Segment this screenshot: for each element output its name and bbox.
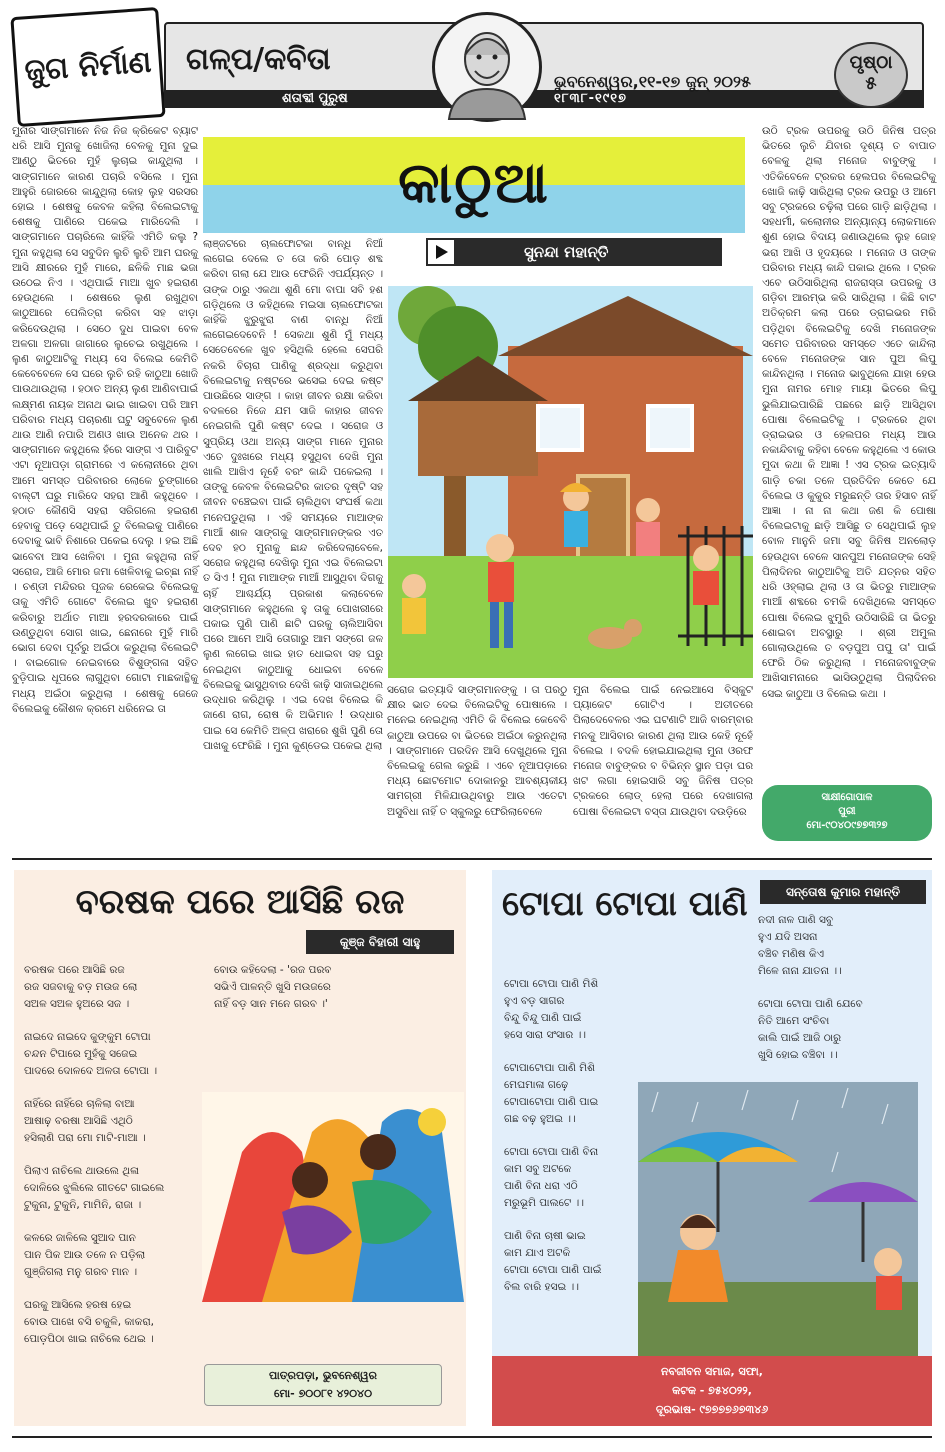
poem-line: ଟୋପା ଟୋପା ପାଣି ଯେବେ xyxy=(758,998,863,1010)
poem-right-signature-line-2: କଟକ - ୭୫୪୦୨୨, xyxy=(672,1384,752,1397)
poem-right xyxy=(492,870,932,1426)
story-column-right: ଉଠି ଟ୍ରକ ଉପରକୁ ଉଠି ଜିନିଷ ପତ୍ର ଭିତରେ ଲୁଚି ଯିବାର ଦୃଶ୍ୟ ତ ବାପାତ ବେଳକୁ ଥିଲା ମନୋଜ ବାବୁଙ୍କୁ । ଏତିକିବେଳେ ଟ୍ରକର ହେଲପର ବିଲେଇଟିକୁ ଖୋଜି କାଢ଼ି ସାରିଥିଲା ଟ୍ରକ ଉପରୁ ଓ ଆମେ ସବୁ ଟ୍ରକରେ ଚଢ଼ିଲା ପରେ ଗାଡ଼ି ଛାଡ଼ିଥିଲା । ସହଧର୍ମୀ, କଲୋନୀର ଅନ୍ୟାନ୍ୟ ଲୋକମାନେ ଶୁଣ ହୋଇ ବିଦାୟ ଜଣାଉଥିଲେ ଲୁହ ଜୋହ ଭରା ଆଖି ଓ ହୃଦୟରେ । ମନୋଜ ଓ ତାଙ୍କ ପରିବାର ମଧ୍ୟ କାନ୍ଦି ପକାଇ ଥିଲେ । ଟ୍ରକ ଏବେ ଉଠିସାରିଥିଲା ରାଜରାସ୍ତା ଉପରକୁ ଓ ଗଡ଼ିବା ଆରମ୍ଭ କରି ସାରିଥିଲା । କିଛି ବାଟ ଅତିକ୍ରମ କଲା ପରେ ଡ୍ରାଇଭର ମରି ପଡ଼ିଥିବା ବିଲେଇଟିକୁ ଦେଖି ମନୋଜଙ୍କ ସମେତ ପରିବାରର ସମସ୍ତେ ଏତେ କାନ୍ଦିଲା ବେଳେ ମନୋଜଙ୍କ ସାନ ପୁଅ ଲିପୁ କାନ୍ଦିନଥିଲା । ମନୋଜ ଭାବୁଥିଲେ ଯାହା ହେଉ ମୁନା ନାମର ମୋହ ମାୟା ଭିତରେ ଲିପୁ ଭୁଲିଯାଇପାରିଛି ପଛରେ ଛାଡ଼ି ଆସିଥିବା ପୋଷା ବିଲେଇଟିକୁ । ଟ୍ରକରେ ଥିବା ଡ୍ରାଇଭର ଓ ହେଲପର ମଧ୍ୟ ଆଉ ନକାନ୍ଦିବାକୁ କହିବା ବେଳେ କହୁଥିଲେ ଏ କୋଉ ମୁଦା କଥା କି ଆଜ୍ଞା ! ଏସ ଟ୍ରକ ଇତ୍ୟାଦି ଗାଡ଼ି ଚକା ତଳେ ପ୍ରତିଦିନ କେତେ ଯେ ବିଲେଇ ଓ କୁକୁର ମରୁଛନ୍ତି ତାର ହିସାବ ନାହିଁ ଆଜ୍ଞା । ନା ନା କଥା ଜଣ କି ପୋଷା ବିଲେଇଟାକୁ ଛାଡ଼ି ଆସିଛୁ ତ ସେଥିପାଇଁ ଲୁହ ବୋଳ ମାନୁନି ଜମା ସବୁ ଜିନିଷ ଅନଲୋଡ଼ ହେଉଥିବା ବେଳେ ସାନପୁଅ ମନୋଜଙ୍କ ସେହି ପିଲାଦିନର କାଠୁଆଟିକୁ ଅତି ଯତ୍ନର ସହିତ ଧରି ଓହ୍ଲାଇ ଥିଲା ଓ ତା ଭିତରୁ ମାଆଙ୍କ ମାଆଁ ଶବ୍ଦରେ ଚମକି ଦେଖିଥିଲେ ସମସ୍ତେ ପୋଷା ବିଲେଇ ଝୁମୁରି ଉଠିସାରିଛି ତା ଭିତରୁ ଶୋଇବା ଅବସ୍ଥାରୁ । ଶ୍ରୀ ଅମୁଲ ଗୋଲାଉଥିଲେ ତ ବଡ଼ପୁଅ ପପୁ ତା' ପାଇଁ ଫେରି ଠିକ କରୁଥିଲା । ମନୋଜବାବୁଙ୍କ ଆଖିସାମନାରେ ଭାସିଉଠୁଥିଲା ପିଲାଦିନର ସେଇ କାଠୁଆ ଓ ବିଲେଇ କଥା । xyxy=(762,125,936,700)
poem-right-title: ଟୋପା ଟୋପା ପାଣି xyxy=(502,884,748,924)
poem-line: ଚନ୍ଦନ ଟିପାରେ ମୁହଁକୁ ସଜେଇ xyxy=(24,1048,138,1060)
poem-line: ଟୋପାଟୋପା ପାଣି ପାଇ xyxy=(504,1096,599,1108)
poem-line: ଗୁଞ୍ଜିଗଲା ମନୁ ଗରବ ମାନ । xyxy=(24,1266,138,1278)
story-column-bottom-3: ମୁନା ବିଲେଇ ପାଇଁ ନେଇଆସେ ବିସ୍କୁଟ ପ୍ୟାକେଟ ଗୋଟିଏ । ଅତୀତରେ ପିଲାଦେବେଳର ଏଇ ଘଟଣାଟି ଆଜି ବାରମ୍ବାର ମନକୁ ଆସିବାର କାରଣ ଥିଲା ଆଉ କେହି ନୂହେଁ ବିଲେଇ । ବଦଳି ହୋଇଯାଇଥିଲା ମୁନା ଓରଫ ମନୋଜ ବାବୁଙ୍କର ବ ବିଭିନ୍ନ ସ୍ଥାନ ପଡ଼ା ଘର ଖଟ ଲଗା ହୋଇସାରି ସବୁ ଜିନିଷ ପତ୍ର ଟ୍ରକରେ ଲୋଡ୍ ହେଲା ପରେ ଦେଖାଗଲା ପୋଷା ବିଲେଇଟା ବସ୍ତା ଯାଉଥିବା ଦଉଡ଼ିରେ xyxy=(573,684,753,818)
poem-line: ବୋଉ ପାଖେ ବସି ଚକୁଳି, କାକରା, xyxy=(24,1316,155,1328)
poem-right-column-2 xyxy=(758,912,928,1080)
section-name: ଗଳ୍ପ/କବିତା xyxy=(186,42,331,77)
poem-line: ନାହିଁରେ ନାହିଁରେ ଚାଳିଲା ବାଆ xyxy=(24,1098,135,1110)
stanza xyxy=(24,1230,224,1281)
poem-line: ନାହିଁ ବଡ଼ ସାନ ମନେ ଗରବ ।' xyxy=(214,998,328,1010)
poem-right-signature-line-3: ଦୂରଭାଷ- ୯୭୭୭୭୬୭୩୪୬ xyxy=(655,1403,769,1416)
poem-line: ମିଳେ ନାନା ଯାତନା ।। xyxy=(758,965,842,977)
poem-line: ଗଛ ବଢ଼ ହୁଅଇ ।। xyxy=(504,1113,576,1125)
poem-line: ସଅଳ ସଅଳ ହୁଅରେ ସଜ । xyxy=(24,998,130,1010)
portrait-image xyxy=(432,12,542,122)
poem-line: ହୁଏ ଯଦି ଅସନା xyxy=(758,931,818,943)
poem-line: ପାନ ପିକ ଆଉ ତଳେ ନ ପଡ଼ିଲା xyxy=(24,1249,146,1261)
poem-left-signature-phone: ମୋ- ୭୦୦୮୧ ୪୨୦୪୦ xyxy=(273,1387,373,1400)
story-signature xyxy=(762,785,932,841)
poem-line: ହୁଏ ବଡ଼ ସାଗର xyxy=(504,995,565,1007)
poem-line: ବିଲ ବାରି ହସଇ ।। xyxy=(504,1281,579,1293)
stanza xyxy=(24,1297,224,1348)
poem-line: ମରୁଭୂମି ପାଲଟେ ।। xyxy=(504,1197,584,1209)
poem-right-signature xyxy=(492,1356,932,1426)
poem-line: ଘରକୁ ଆସିଲେ ହରଷ ହେଇ xyxy=(24,1299,132,1311)
poem-line: ନିତି ଆମେ ସଂଚିବା xyxy=(758,1015,830,1027)
house-kids-illustration xyxy=(388,286,753,678)
poem-line: ହସିଲାଣି ପରା ମୋ ମାଟି-ମାଆ । xyxy=(24,1132,146,1144)
masthead-logo: ଜୁଗ ନିର୍ମାଣ xyxy=(10,7,165,127)
stanza xyxy=(214,962,454,1013)
story-column-left: ମୁନାର ସାଙ୍ଗମାନେ ନିଜ ନିଜ କ୍ରିକେଟ ବ୍ୟାଟ ଧରି ଆସି ମୁନାକୁ ଖୋଜିଲା ବେଳକୁ ମୁନା ଦୁଇ ଆଣ୍ଠୁ ଭିତରେ ମୁହଁ ଲୁଚାଇ କାନ୍ଦୁଥିଲା । ସାଙ୍ଗମାନେ କାରଣ ପଚାରି ବସିଲେ । ମୁନା ଆହୁରି ଜୋରରେ କାନ୍ଦୁଥିଲା କୋହ ଲୁହ ସରସର ହୋଇ । ଶେଷକୁ କେବଳ କହିଲା ବିଲେଇଟାକୁ ଶେଷକୁ ପାଣିରେ ପକେଇ ମାରିଦେଲି । ସାଙ୍ଗମାନେ ପଚାରିଲେ କାହିଁକି ଏମିତି କଲୁ ? ମୁନା କହୁଥିଲା ସେ ସବୁଦିନ ଲୁଚି ଲୁଚି ଆମ ଘରକୁ ଆସି କ୍ଷୀରରେ ମୁହଁ ମାରେ, ଛଳିକି ମାଛ ଭଜା ଉଠେଇ ନିଏ । ଏଥିପାଇଁ ମାଆ ଖୁବ ହଇରାଣ ହେଉଥିଲେ । ଶେଷରେ ଲୁଣ ରଖୁଥିବା କାଠୁଆରେ ପେଲିତ୍ରା କରିବା ସହ ଝାଡ଼ା କରିଦେଉଥିଲା । ସେଠେ ଦୁଧ ପାଇବା ବେଳ ଅଳଗା ଅଳଗା ଜାଗାରେ ଲୁଚେଇ ରଖୁଥିଲେ । ଲୁଣ କାଠୁଆଟିକୁ ମଧ୍ୟ ସେ ବିଲେଇ କେମିତି କେବେବେଳେ ସେ ଘରେ ଲୁଚି ରହି କାଠୁଆ ଖୋଜି ପାଉଥାଉଥିଲା । ହଠାତ ଅନ୍ୟ ଲୁଣ ଆଣିବାପାଇଁ ଲକ୍ଷ୍ମଣ ନାୟକ ଅନାଥ ଭାଇ ଖାଇବା ପରି ଆମ ପରିବାର ମଧ୍ୟ ପଚାରଣା ଘଟୁ ସବୁବେଳେ ଲୁଣ ଥାଉ ଆଣି ନପାରି ଅଣଓ ଖାଉ ଅନେକ ଥର । ସାଙ୍ଗମାନେ କହୁଥିଲେ ହଁରେ ସାଙ୍ଗ ଏ ପାରିବୁଟ ଏଟା ନୂଆପଡ଼ା ଗ୍ରାମରେ ଏ କଲୋନୀରେ ଥିବା ଆମେ ସମସ୍ତ ପରିବାରର ଲୋକେ ଚୁଙ୍ଗାରେ ବାଲ୍ଟୀ ଘରୁ ମାରିଦେ ସହରା ଆଣି କହୁଥିବେ । ହଠାତ କୌଣସି ସହରା ସରିଗଲେ ହଇରାଣ ହେବାକୁ ପଡ଼େ ସେଥିପାଇଁ ତୁ ବିଲେଇକୁ ପାଣିରେ ଦେବାକୁ ଭାବି ନିଶାରେ ପକେଇ ଦେଲୁ । ହଇ ଅଛି ଭାବେବା ଆସ ଖେଳିବା । ମୁନା କହୁଥିଲା ନାହିଁ ସରୋଜ, ଆଜି ମୋର ଜମା ଖେଳିବାକୁ ଇଚ୍ଛା ନାହିଁ । ଚଣ୍ଡୀ ମନ୍ଦିରର ପୂଜକ ରେକେଇ ବିଲେଇକୁ ତାକୁ ଏମିତି ଗୋଟେ ବିଲେଇ ଖୁବ ହଇରାଣ କରିବାରୁ ଅର୍ଥାତ ମାଆ ହରଦରକାରେ ପାଇଁ ଉଣ୍ଡୁଥିବା ସୋଗ ଖାଇ, ଛେନାରେ ମୁହଁ ମାରି ଭୋଗ ଦେବା ପୂର୍ବରୁ ଅଇଁଠା କରୁଥିଲା ବିଲେଇଟି । ବାଇଗୋଳ ନେଇବାରେ ବିଶୁଙ୍ଗଳା ସହିତ ବୁଡ଼ିପାଇ ଧୂପରେ ଲାଗୁଥିବା ଗୋଟା ମାଛକାନ୍ଥିକୁ ମଧ୍ୟ ଅଇଁଠା କରୁଥିଲା । ଶେଷକୁ ଜେଜେ ବିଲେଇକୁ କୌଶଳ କ୍ରମେ ଧରିନେଇ ତା xyxy=(12,125,198,715)
page-bottom-rule xyxy=(12,1436,932,1438)
poem-line: କାମ ଯାଏ ଅଟକି xyxy=(504,1247,571,1259)
poem-line: ଟୋପାଟୋପା ପାଣି ମିଶି xyxy=(504,1062,595,1074)
poem-line: ପାଣି ବିନା ଧରା ଏଠି xyxy=(504,1180,578,1192)
poem-line: ପୋଡ଼ପିଠା ଖାଇ ନାଚିଲେ ଥେଇ । xyxy=(24,1333,154,1345)
poem-line: ବଞ୍ଚିବ ମଣିଷ କିଏ xyxy=(758,948,825,960)
page-label: ପୃଷ୍ଠା xyxy=(849,52,893,73)
header-stripe xyxy=(164,90,924,108)
poem-left xyxy=(14,870,466,1426)
stanza xyxy=(758,912,928,980)
poem-line: ମେଘମାଳା ଗଢ଼େ xyxy=(504,1079,569,1091)
story-signature-phone: ମୋ-୯୦୪୦୯୭୭୩୨୭ xyxy=(806,820,888,831)
poem-line: ସଭିଏଁ ପାଳନ୍ତି ଖୁସି ମଉଜରେ xyxy=(214,981,331,993)
poem-line: କାମ ସବୁ ଅଟକେ xyxy=(504,1163,572,1175)
stanza xyxy=(24,1096,224,1147)
poem-line: ଆଷାଢ଼ ବରଷା ଆସିଛି ଏଥିଠି xyxy=(24,1115,133,1127)
poem-right-author: ସନ୍ତୋଷ କୁମାର ମହାନ୍ତି xyxy=(760,880,926,904)
section-divider xyxy=(12,858,932,860)
poem-line: ହସେ ସାରା ସଂସାର ।। xyxy=(504,1029,587,1041)
poem-left-author: କୁଞ୍ଜ ବିହାରୀ ସାହୁ xyxy=(306,930,454,954)
poem-left-column-2 xyxy=(214,962,454,1029)
poem-left-illustration xyxy=(202,1092,464,1302)
stanza xyxy=(758,996,928,1064)
page-badge xyxy=(834,42,908,108)
poem-line: ବରଷକ ପରେ ଆସିଛି ରଜ xyxy=(24,964,125,976)
story-title-box xyxy=(203,137,745,233)
poem-line: ଟୋପା ଟୋପା ପାଣି ବିନା xyxy=(504,1146,599,1158)
stanza xyxy=(24,1163,224,1214)
poem-line: ନଦୀ ନାଳ ପାଣି ସବୁ xyxy=(758,914,833,926)
poem-right-column-1 xyxy=(504,976,654,1312)
story-title: କାଠୁଆ xyxy=(398,151,550,216)
stanza xyxy=(504,1060,654,1128)
page-header xyxy=(14,12,932,122)
story-column-middle: ଲାଞ୍ଜଟରେ ଚାଲଫୋଟକା ବାନ୍ଧି ନିଆଁ ଲଗେଇ ଦେଲେ ତ ତୋ କରି ପୋଡ଼ ଶବ୍ଦ କରିବା ଗଲା ଯେ ଆଉ ଫେରିନି ଏପର୍ଯ୍ୟନ୍ତ । ତାଙ୍କ ଠାରୁ ଏକଥା ଶୁଣି ମୋ ବାପା ସବି ହଶ ଗଡ଼ିଥିଲେ ଓ କହିଥିଲେ ମଇସା ଚାଲଫୋଟକା କାହିଁକି ଝୁରୁଝୁରା ବାଣ ବାନ୍ଧି ନିଆଁ ଲଗେଇଦେବେନି ! ସେକଥା ଶୁଣି ମୁଁ ମଧ୍ୟ ସେତେବେଳେ ଖୁବ ହସିଥିଲି ହେଲେ ସେପରି ନକରି ବିଚାରା ପାଣିକୁ ଶ୍ରଦ୍ଧା କରୁଥିବା ବିଲେଇଟାକୁ ନଷ୍ଟରେ ଭସେଇ ଦେଇ କଷ୍ଟ ପାଉଛିରେ ସାଙ୍ଗ । କାହା ଜୀବନ ରକ୍ଷା କରିବା ବଦଳରେ ନିଜେ ଯମ ସାଜି କାହାର ଜୀବନ ନେଇଗଲି ପୁଣି କଷ୍ଟ ଦେଇ । ସରୋଜ ଓ ସୁପ୍ରିୟ ଓଥା ଅନ୍ୟ ସାଙ୍ଗ ମାନେ ମୁନାର ଏତେ ଦୁଃଖରେ ମଧ୍ୟ ହସୁଥିବା ଦେଖି ମୁନା ଖାଲି ଆଖିଏ ନୂହେଁ ବରଂ କାନ୍ଦି ପକେଇଲା । ତାଙ୍କୁ କେବଳ ବିଲେଇଟିର କାତର ଦୃଷ୍ଟି ସହ ଜୀବନ ବଞ୍ଚେଇବା ପାଇଁ ଚାଲିଥିବା ସଂଘର୍ଷ କଥା ମନେପଡୁଥିଲା । ଏହି ସମୟରେ ମାଆଙ୍କ ମାଆଁ ଶାଳ ସାଙ୍ଗକୁ ସାଙ୍ଗମାନଙ୍କର ଏତ ଦେବ ହଠ ମୁନାକୁ ଛାନ୍ଦ କରିଦେଲାବେଳେ, ସରୋଜ କହୁଥିଲା ଦେଖିଲୁ ମୁନା ଏଇ ବିଲେଇଟା ତ ସିଏ ! ମୁନା ମାଆଙ୍କ ମାଆଁ ଆସୁଥିବା ଦିଗକୁ ଚାହିଁ ଆଶ୍ଚର୍ଯ୍ୟ ପ୍ରକାଶ କଲାବେଳେ ସାଙ୍ଗମାନେ କହୁଥିଲେ ହୁ ତାକୁ ପୋଖରୀରେ ପକାଇ ପୁଣି ପାଣି ଛାଟି ଘରକୁ ଚାଲିଆସିବା ପରେ ଆମେ ଆସି ତୋଗାରୁ ଆମ ସଙ୍ଗେ ଜଳ ଲୁଣ ଲଗେଇ ଖାଇ ହାତ ଧୋଇବା ସହ ଘରୁ ନେଇଥିବା କାଠୁଆକୁ ଧୋଇବା ବେଳେ ବିଲେଇକୁ ଭାସୁଥିବାର ଦେଖି କାଢ଼ି ସାଜାଇଥିଲେ ଉଦ୍ଧାର କରିଥିଲୁ । ଏଇ ଦେଖ ବିଲେଇ କି ଜାଣେ ରାଗ, ରୋଷ କି ଅଭିମାନ ! ଉଦ୍ଧାର ପାଇ ସେ କେମିତି ଅଳ୍ପ ଖରାରେ ଶୁଖି ପୁଣି ତୋ ପାଖକୁ ଫେରିଛି । ମୁନା କୁଣ୍ଡେଇ ପକେଇ ଥିଲା xyxy=(203,238,384,752)
poem-line: ଟୁକୁନା, ଟୁକୁନି, ମାମିନି, ରାଜା । xyxy=(24,1199,142,1211)
story-author: ସୁନନ୍ଦା ମହାନ୍ତି xyxy=(524,243,609,261)
poem-line: କଳରେ ଜାଳିଲେ ସୁଆଦ ପାନ xyxy=(24,1232,136,1244)
poem-right-signature-line-1: ନବଜୀବନ ସମାଜ, ସଫା, xyxy=(661,1365,763,1378)
poem-line: ଟୋପା ଟୋପା ପାଣି ପାଇଁ xyxy=(504,1264,602,1276)
poem-line: ଦୋଳିରେ ଝୁଲିଲେ ଗୀତଟେ ଗାଇଲେ xyxy=(24,1182,165,1194)
story-signature-city: ପୁରୀ xyxy=(838,806,856,817)
story-column-bottom-2: ସରୋଜ ଇତ୍ୟାଦି ସାଙ୍ଗମାନଙ୍କୁ । ତା ପରଠୁ କ୍ଷୀର ଭାତ ଦେଇ ବିଲେଇଟିକୁ ପୋଷାଲେ । ମନେଇ ନେଇଥିଲା ଏମିତି କି ବିଲେଇ କେବେବି କାଠୁଆ ଉପରେ ବା ଭିତରେ ଅଇଁଠା କରୁନଥିଲା । ସାଙ୍ଗମାନେ ପରଦିନ ଆସି ଦେଖୁଥିଲେ ମୁନା ବିଲେଇକୁ ଗେଲ କରୁଛି । ଏବେ ନୂଆପଡ଼ାରେ ମଧ୍ୟ ଛୋଟମୋଟ ଦୋକାନରୁ ଆବଶ୍ୟକୀୟ ସାମଗ୍ରୀ ମିଳିଯାଉଥିବାରୁ ଆଉ ଏତେଟା ଅସୁବିଧା ନାହିଁ ତ ସ୍କୁଲରୁ ଫେରିଲାବେଳେ xyxy=(387,684,567,818)
stanza xyxy=(504,976,654,1044)
poem-line: ନାଇଦେ ନାଇଦେ କୁଙ୍କୁମ ଟୋପା xyxy=(24,1031,151,1043)
dancing-women-painting xyxy=(202,1092,464,1302)
stanza xyxy=(24,1029,224,1080)
poem-line: କାଲି ପାଇଁ ଆଜି ଠାରୁ xyxy=(758,1032,842,1044)
poem-left-title: ବରଷକ ପରେ ଆସିଛି ରଜ xyxy=(75,882,405,922)
poem-line: ଖୁସି ହୋଇ ବଞ୍ଚିବା ।। xyxy=(758,1049,838,1061)
poem-line: ଟୋପା ଟୋପା ପାଣି ମିଶି xyxy=(504,978,599,990)
poem-left-signature xyxy=(204,1364,442,1406)
poem-line: ପାଦରେ ଦୋଳଦେ ଅଳତା ଟୋପା । xyxy=(24,1065,158,1077)
poem-line: ରଜ ସଜବାକୁ ବଡ଼ ମଉଜ ଲୋ xyxy=(24,981,138,993)
poem-line: ପାଣି ବିନା ଚାଷୀ ଭାଇ xyxy=(504,1230,586,1242)
story-illustration xyxy=(388,286,753,678)
portrait-icon xyxy=(435,15,539,119)
play-icon xyxy=(428,240,454,264)
issue-date: ଭୁବନେଶ୍ୱର,୧୧-୧୭ ଜୁନ୍ ୨୦୨୫ xyxy=(554,72,751,91)
century-label: ଶତାବ୍ଦୀ ପୁରୁଷ xyxy=(282,91,348,106)
poem-right-illustration xyxy=(638,1082,918,1356)
years-label: ୧୮୩୮-୧୯୧୭ xyxy=(554,91,627,106)
stanza xyxy=(504,1228,654,1296)
story-signature-place: ସାକ୍ଷୀଗୋପାଳ xyxy=(821,792,873,803)
stanza xyxy=(24,962,224,1013)
poem-line: ପିଲାଏ ନାଚିଲେ ଥାଉଲେ ଥିଳା xyxy=(24,1165,140,1177)
poem-left-signature-place: ପାତ୍ରପଡ଼ା, ଭୁବନେଶ୍ୱର xyxy=(269,1369,377,1382)
poem-line: ବିନ୍ଦୁ ବିନ୍ଦୁ ପାଣି ପାଇଁ xyxy=(504,1012,582,1024)
poem-line: ବୋଉ କହିଦେଲା - 'ରଜ ପରବ xyxy=(214,964,332,976)
story-author-bar xyxy=(426,238,722,266)
poem-left-column-1 xyxy=(24,962,224,1364)
page-number: ୫ xyxy=(865,73,877,94)
rain-children-illustration xyxy=(638,1082,918,1356)
stanza xyxy=(504,1144,654,1212)
